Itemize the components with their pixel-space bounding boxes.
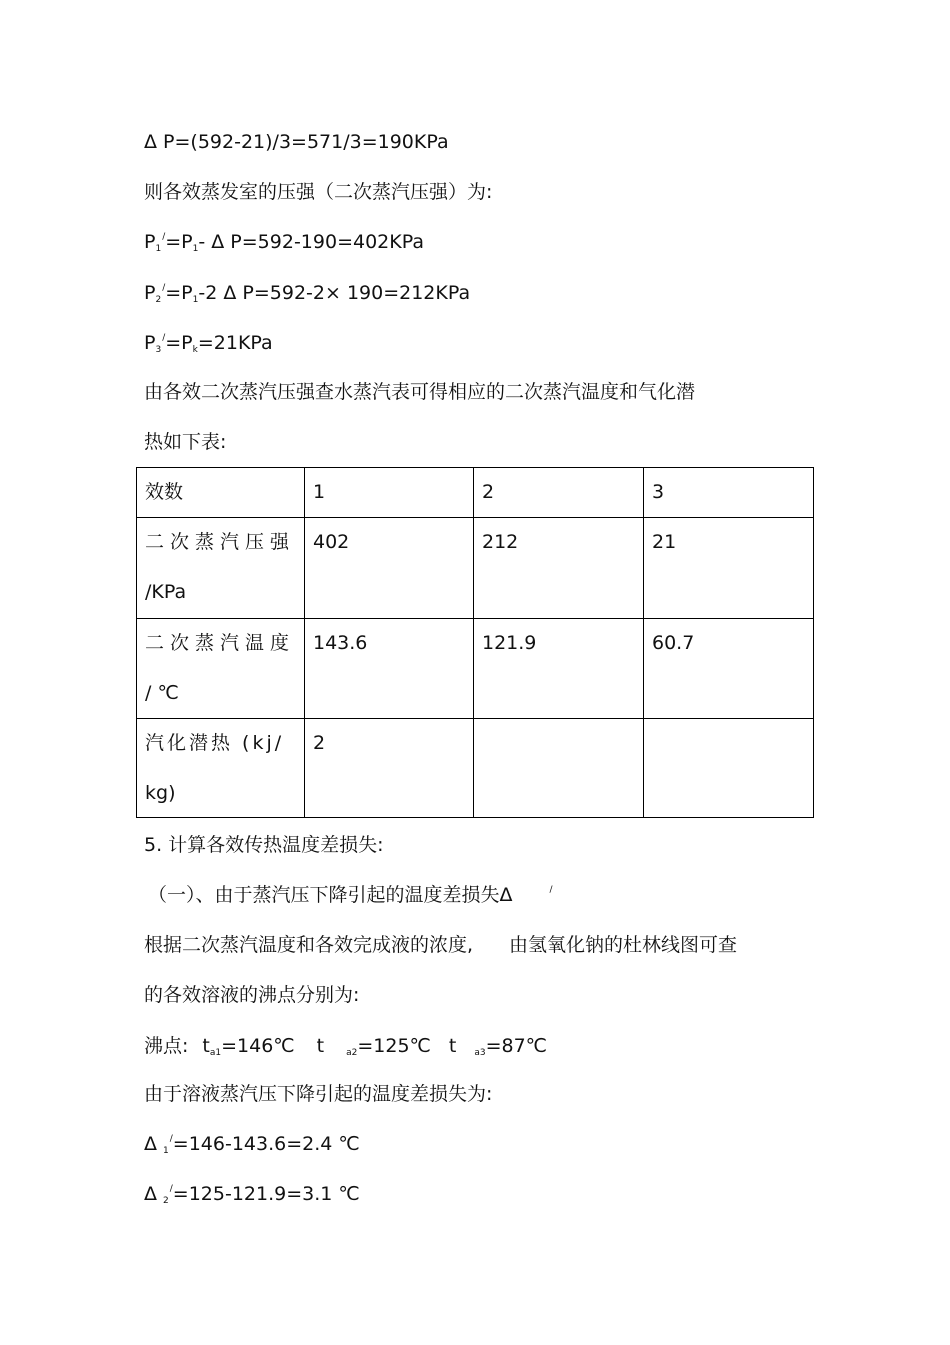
p2-rest: -2 Δ P=592-2× 190=212KPa (198, 282, 471, 304)
table-cell: 212 (474, 518, 644, 619)
t3-value: =87℃ (485, 1035, 548, 1057)
p2-eq: =P (165, 282, 193, 304)
row-label-unit: /KPa (145, 581, 187, 603)
subsection-1-text: （一）、由于蒸汽压下降引起的温度差损失Δ (148, 884, 513, 906)
table-cell: 121.9 (474, 619, 644, 719)
table-cell: 21 (644, 518, 814, 619)
delta2-symbol: Δ (144, 1183, 157, 1205)
table-row-label (137, 468, 305, 518)
table-cell: 2 (305, 719, 474, 818)
p2-symbol: P (144, 282, 156, 304)
delta1-symbol: Δ (144, 1133, 157, 1155)
t2-symbol: t (316, 1035, 325, 1057)
t2-subscript: a2 (346, 1048, 358, 1058)
p1-rest: - Δ P=592-190=402KPa (198, 231, 424, 253)
p1-eq: =P (165, 231, 193, 253)
subsection-1-heading (148, 883, 553, 907)
table-cell: 143.6 (305, 619, 474, 719)
pressure-drop-formula: Δ P=(592-21)/3=571/3=190KPa (144, 131, 449, 153)
row-label-text: 二次蒸汽压强 (145, 531, 296, 553)
table-row (137, 619, 814, 719)
delta1-formula (144, 1132, 360, 1156)
table-cell: 1 (305, 468, 474, 518)
p3-formula (144, 331, 273, 355)
p3-subscript: 3 (155, 345, 162, 355)
t1-subscript: a1 (209, 1048, 222, 1058)
table-row-label (137, 518, 305, 619)
p1-formula (144, 230, 424, 254)
t3-subscript: a3 (474, 1048, 486, 1058)
row-label-text: 汽化潜热 (kj/ (145, 732, 285, 754)
steam-table-intro-cont: 热如下表: (144, 431, 227, 453)
delta2-rest: =125-121.9=3.1 ℃ (172, 1183, 360, 1205)
p2-eq-subscript: 1 (192, 295, 199, 305)
p3-prime: / (162, 333, 166, 343)
table-row (137, 468, 814, 518)
steam-properties-table (136, 467, 814, 818)
row-label-text: 效数 (145, 481, 184, 503)
p2-formula (144, 281, 470, 305)
table-cell: 2 (474, 468, 644, 518)
p3-eq: =P (165, 332, 193, 354)
t3-symbol: t (448, 1035, 457, 1057)
duhring-text-part1: 根据二次蒸汽温度和各效完成液的浓度, (144, 934, 474, 956)
steam-table-intro: 由各效二次蒸汽压强查水蒸汽表可得相应的二次蒸汽温度和气化潜 (144, 381, 696, 403)
table-row-label (137, 719, 305, 818)
table-row (137, 719, 814, 818)
t1-symbol: t (202, 1035, 210, 1057)
pressure-intro-text: 则各效蒸发室的压强（二次蒸汽压强）为: (144, 181, 493, 203)
row-label-unit: kg) (145, 782, 176, 804)
p1-prime: / (162, 232, 166, 242)
delta2-subscript: 2 (163, 1196, 169, 1206)
duhring-text-part2: 由氢氧化钠的杜林线图可查 (509, 934, 738, 956)
p2-subscript: 2 (155, 295, 162, 305)
table-cell (644, 719, 814, 818)
table-row (137, 518, 814, 619)
row-label-text: 二次蒸汽温度 (145, 632, 296, 654)
boiling-points-line (144, 1034, 547, 1058)
p1-subscript: 1 (155, 244, 162, 254)
p1-eq-subscript: 1 (192, 244, 199, 254)
table-cell: 402 (305, 518, 474, 619)
row-label-unit: / ℃ (145, 682, 179, 704)
subsection-1-prime: / (549, 885, 553, 895)
table-row-label (137, 619, 305, 719)
delta1-prime: / (169, 1134, 173, 1144)
p1-symbol: P (144, 231, 156, 253)
p2-prime: / (162, 283, 166, 293)
section-5-heading: 5. 计算各效传热温度差损失: (144, 834, 384, 856)
p3-eq-subscript: k (192, 345, 198, 355)
delta1-rest: =146-143.6=2.4 ℃ (172, 1133, 360, 1155)
t2-value: =125℃ (357, 1035, 431, 1057)
table-cell: 60.7 (644, 619, 814, 719)
table-cell: 3 (644, 468, 814, 518)
p3-symbol: P (144, 332, 156, 354)
table-cell (474, 719, 644, 818)
boiling-label: 沸点: (144, 1035, 189, 1057)
t1-value: =146℃ (221, 1035, 295, 1057)
boiling-point-intro: 的各效溶液的沸点分别为: (144, 984, 360, 1006)
delta1-subscript: 1 (163, 1146, 169, 1156)
p3-rest: =21KPa (197, 332, 273, 354)
delta2-prime: / (169, 1184, 173, 1194)
duhring-text (144, 933, 737, 957)
delta2-formula (144, 1182, 360, 1206)
temperature-loss-intro: 由于溶液蒸汽压下降引起的温度差损失为: (144, 1083, 493, 1105)
